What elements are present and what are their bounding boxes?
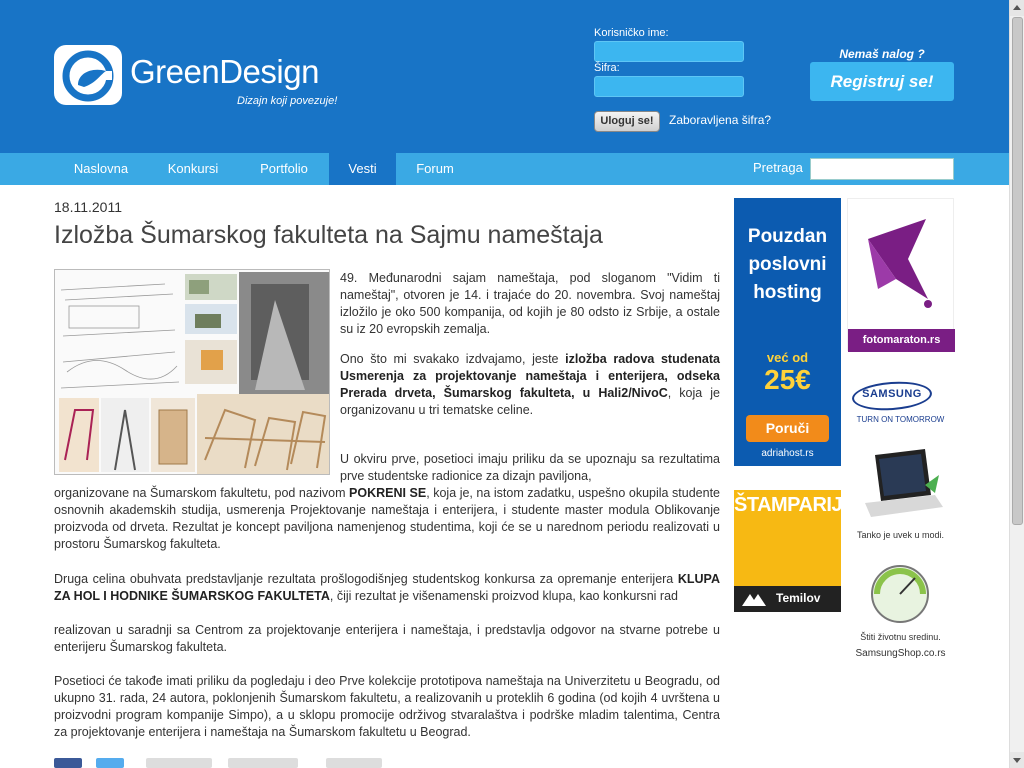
search-input[interactable]	[810, 158, 954, 180]
nav-item-vesti[interactable]: Vesti	[329, 153, 396, 185]
share-button[interactable]	[228, 758, 298, 768]
hosting-ad-order-button[interactable]: Poruči	[746, 415, 829, 442]
eco-gauge-icon	[865, 558, 935, 628]
highlight-klupa: KLUPA ZA HOL I HODNIKE ŠUMARSKOG FAKULTETA	[54, 572, 720, 603]
username-label: Korisničko ime:	[594, 27, 669, 39]
stamparija-footer	[734, 586, 841, 612]
article-paragraph-5: Posetioci će takođe imati priliku da pogledaju i deo Prve kolekcije prototipova nameštaja na Univerzitetu u Beogradu, od ukupno 31. rada, 24 autora, poklonjenih Šumarskom fakultetu, a realizovanih u proteklih 6 godina (od kojih 4 uvrštena u proizvodni program kompanije Simpo), a u sklopu promocije održivog stvaralaštva i podrške mladim talentima, Centra za projektovanje enterijera i nameštaja na Šumarskom fakultetu u Beograd.	[54, 674, 720, 739]
main-nav	[0, 153, 1009, 185]
temilov-logo-icon	[734, 586, 774, 612]
site-header	[0, 0, 1009, 153]
hosting-ad-site: adriahost.rs	[761, 448, 814, 459]
hosting-ad[interactable]	[734, 198, 841, 466]
nav-item-portfolio[interactable]: Portfolio	[260, 161, 308, 176]
stamparija-company: Temilov	[776, 591, 821, 605]
logo-tagline: Dizajn koji povezuje!	[237, 95, 338, 107]
logo-text: GreenDesign	[130, 53, 319, 90]
fotomaraton-logo-icon	[848, 199, 955, 329]
logo-icon	[54, 45, 122, 105]
stamparija-ad[interactable]	[734, 490, 857, 612]
samsung-tagline: TURN ON TOMORROW	[856, 415, 945, 424]
hosting-ad-price: 25€	[764, 364, 811, 395]
article-paragraph-3b: organizovane na Šumarskom fakultetu, pod nazivom POKRENI SE, koja je, na istom zadatku, uspešno okupila studente osnovnih akademskih studija, usmerenja Projektovanje nameštaja i enterijera, i studente master modula Oblikovanje proizvoda od drveta. Rezultat je koncept paviljona namenjenog studentima, koji će se u narednom periodu realizovati u prostoru Šumarskog fakulteta.	[54, 486, 720, 551]
laptop-icon	[855, 445, 947, 525]
page-scrollbar[interactable]	[1009, 0, 1024, 768]
scroll-up-button[interactable]	[1010, 0, 1024, 16]
login-button[interactable]: Uloguj se!	[594, 111, 660, 132]
search-label: Pretraga	[753, 160, 803, 175]
scroll-thumb[interactable]	[1012, 17, 1023, 525]
samsung-site: SamsungShop.co.rs	[855, 648, 946, 659]
hosting-ad-from: već od	[766, 350, 809, 365]
samsung-brand: SAMSUNG	[862, 388, 922, 400]
nav-item-konkursi[interactable]: Konkursi	[167, 161, 219, 176]
password-label: Šifra:	[594, 62, 620, 74]
plus-one-button[interactable]	[326, 758, 382, 768]
samsung-caption-2: Štiti životnu sredinu.	[860, 632, 941, 642]
article-paragraph-4-cont: realizovan u saradnji sa Centrom za projektovanje enterijera i nameštaja, i predstavlja odgovor na stvarne potrebe u enterijeru Šumarskog fakulteta.	[54, 623, 720, 654]
highlight-pokreni-se: POKRENI SE	[349, 486, 427, 500]
password-input[interactable]	[594, 76, 744, 97]
no-account-text: Nemaš nalog ?	[839, 47, 925, 61]
samsung-ad[interactable]	[847, 360, 954, 660]
like-button[interactable]	[146, 758, 212, 768]
article-date: 18.11.2011	[54, 199, 122, 215]
register-button[interactable]: Registruj se!	[810, 62, 954, 101]
article-paragraph-1: 49. Međunarodni sajam nameštaja, pod sloganom "Vidim ti nameštaj", otvoren je 14. i trajaće do 20. novembra. Svoj nameštaj izložilo je oko 500 kompanija, od kojih je 80 odsto iz Srbije, a ostale su iz 20 evropskih zemalja.	[340, 271, 720, 336]
arrow-down-icon	[1013, 758, 1021, 763]
hosting-ad-headline: Pouzdan poslovni hosting	[747, 226, 828, 303]
arrow-up-icon	[1013, 5, 1021, 10]
nav-item-forum[interactable]: Forum	[416, 161, 454, 176]
username-input[interactable]	[594, 41, 744, 62]
article-paragraph-3a: U okviru prve, posetioci imaju priliku da se upoznaju sa rezultatima prve studentske radionice za dizajn paviljona,	[340, 452, 720, 483]
article-image[interactable]	[54, 269, 330, 475]
twitter-icon[interactable]	[96, 758, 124, 768]
fotomaraton-caption: fotomaraton.rs	[848, 329, 955, 352]
stamparija-title: ŠTAMPARIJA	[734, 494, 857, 516]
article-paragraph-2: Ono što mi svakako izdvajamo, jeste izložba radova studenata Usmerenja za projektovanje nameštaja i enterijera, odseka Prerada drveta, Šumarskog fakulteta, u Hali2/NivoC, koja je organizovanu u tri tematske celine.	[340, 352, 720, 417]
nav-item-naslovna[interactable]: Naslovna	[73, 161, 129, 176]
forgot-password-link[interactable]: Zaboravljena šifra?	[669, 113, 772, 127]
article-paragraph-4: Druga celina obuhvata predstavljanje rezultata prošlogodišnjeg studentskog konkursa za opremanje enterijera KLUPA ZA HOL I HODNIKE ŠUMARSKOG FAKULTETA, čiji rezultat je višenamenski proizvod klupa, kao konkursni rad	[54, 572, 720, 603]
article-title: Izložba Šumarskog fakulteta na Sajmu nameštaja	[54, 221, 603, 249]
samsung-caption-1: Tanko je uvek u modi.	[856, 530, 945, 540]
facebook-icon[interactable]	[54, 758, 82, 768]
scroll-down-button[interactable]	[1010, 752, 1024, 768]
highlight-exhibition: izložba radova studenata Usmerenja za projektovanje nameštaja i enterijera, odseka Prerada drveta, Šumarskog fakulteta, u Hali2/NivoC	[340, 352, 720, 400]
fotomaraton-ad[interactable]	[847, 198, 954, 351]
